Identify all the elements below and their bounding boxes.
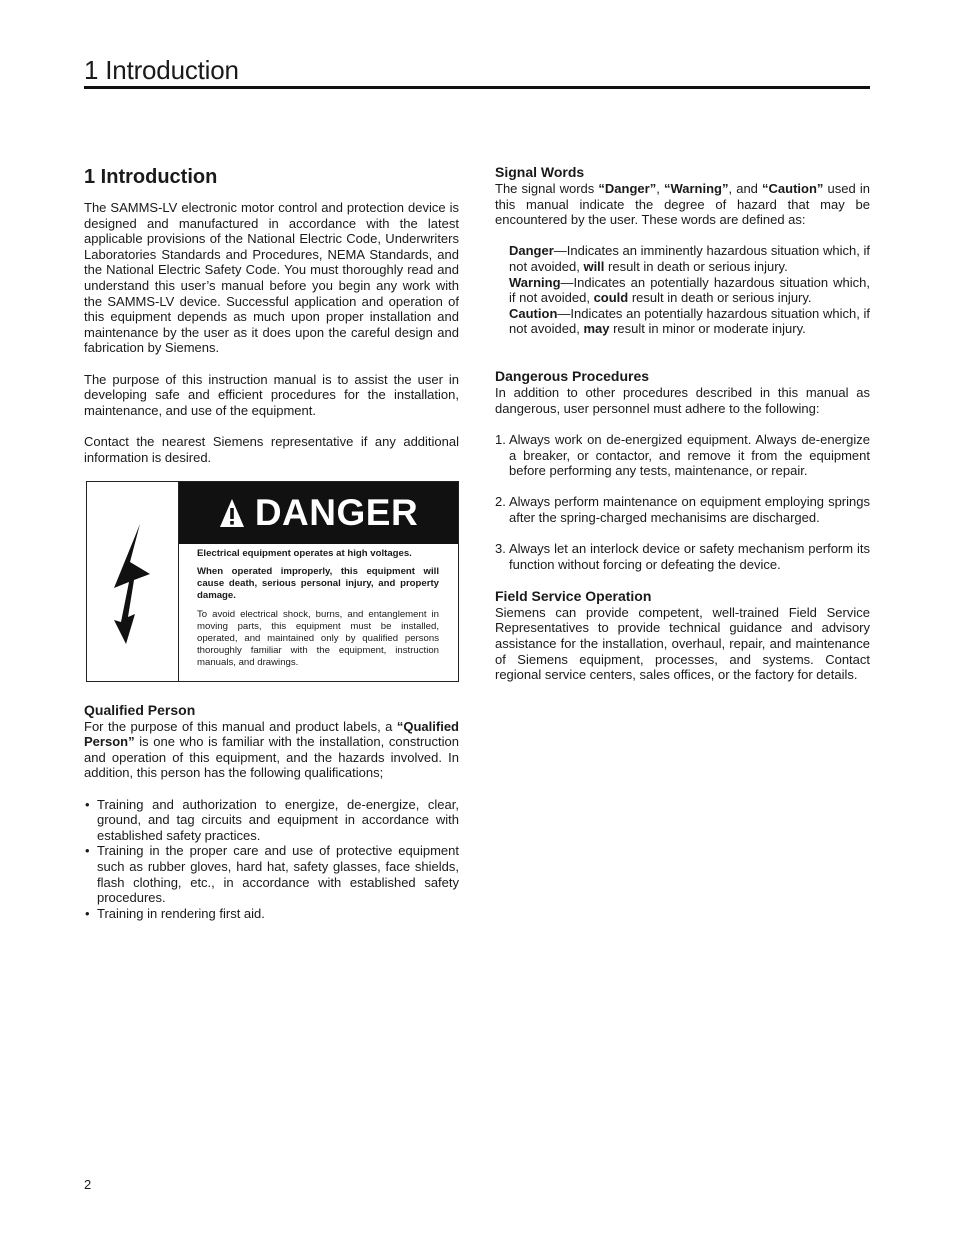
list-item: • Training in rendering first aid. (84, 906, 459, 922)
danger-header (179, 482, 458, 544)
intro-paragraph-3: Contact the nearest Siemens representative if any additional information is desired. (84, 433, 459, 465)
signal-word-definitions (495, 243, 870, 337)
danger-title: DANGER (254, 491, 419, 533)
qualified-person-heading: Qualified Person (84, 701, 196, 718)
danger-body (197, 548, 439, 676)
definition-warning: Warning—Indicates an potentially hazardous situation which, if not avoided, could result in death or serious injury. (509, 274, 870, 306)
page-number: 2 (84, 1177, 92, 1192)
field-service-text: Siemens can provide competent, well-trained Field Service Representatives to provide technical guidance and advisory assistance for the installation, overhaul, repair, and maintenance of Siemens equipment, processes, and systems. Contact regional service centers, sales offices, or the factory for details. (495, 604, 870, 683)
signal-words-heading: Signal Words (495, 164, 585, 180)
procedures-list (495, 432, 870, 572)
intro-paragraph-1: The SAMMS-LV electronic motor control and protection device is designed and manufactured in accordance with the latest applicable provisions of the National Electric Code, Underwriters Laboratories Standards and Procedures, NEMA Standards, and the National Electric Safety Code. You must thoroughly read and understand this user’s manual before you begin any work with the SAMMS-LV device. Successful application and operation of this equipment depends as much upon proper installation and maintenance by the user as it does upon the careful design and fabrication by Siemens. (84, 200, 459, 356)
field-service-heading: Field Service Operation (495, 587, 652, 604)
list-item: • Training and authorization to energize, de-energize, clear, ground, and tag circuits and equipment in accordance with established safety practices. (84, 797, 459, 844)
danger-line-2: When operated improperly, this equipment will cause death, serious personal injury, and property damage. (197, 565, 439, 602)
left-column (84, 164, 459, 921)
list-item: 3. Always let an interlock device or safety mechanism perform its function without forcing or defeating the device. (495, 541, 870, 572)
qualified-person-intro: For the purpose of this manual and product labels, a “Qualified Person” is one who is familiar with the installation, construction and operation of this equipment, and the hazards involved. In addition, this person has the following qualifications; (84, 718, 459, 781)
section-heading: 1 Introduction (84, 166, 218, 188)
right-column (495, 164, 870, 698)
dangerous-procedures-intro: In addition to other procedures described in this manual as dangerous, user personnel must adhere to the following: (495, 385, 870, 416)
intro-paragraph-2: The purpose of this instruction manual is to assist the user in developing safe and efficient procedures for the installation, maintenance, and use of the equipment. (84, 371, 459, 418)
danger-label (86, 481, 459, 682)
qualifications-list (84, 797, 459, 922)
warning-triangle-icon (219, 498, 245, 528)
definition-danger: Danger—Indicates an imminently hazardous situation which, if not avoided, will result in death or serious injury. (509, 243, 870, 274)
list-item: • Training in the proper care and use of protective equipment such as rubber gloves, hard hat, safety glasses, face shields, flash clothing, etc., in accordance with established safety procedures. (84, 843, 459, 905)
page-title: 1 Introduction (84, 55, 239, 85)
definition-caution: Caution—Indicates an potentially hazardous situation which, if not avoided, may result in minor or moderate injury. (509, 305, 870, 337)
lightning-bolt-icon (110, 522, 156, 646)
list-item: 1. Always work on de-energized equipment. Always de-energize a breaker, or contactor, and remove it from the equipment before performing any tests, maintenance, or repair. (495, 431, 870, 479)
list-item: 2. Always perform maintenance on equipment employing springs after the spring-charged mechanisims are discharged. (495, 494, 870, 525)
lightning-bolt-cell (87, 482, 179, 681)
danger-line-1: Electrical equipment operates at high voltages. (197, 547, 412, 559)
page-header (84, 54, 870, 89)
dangerous-procedures-heading: Dangerous Procedures (495, 368, 650, 385)
signal-words-intro: The signal words “Danger”, “Warning”, and “Caution” used in this manual indicate the degree of hazard that may be encountered by the user. These words are defined as: (495, 181, 870, 228)
danger-line-3: To avoid electrical shock, burns, and entanglement in moving parts, this equipment must be installed, operated, and maintained only by qualified persons thoroughly familiar with the equipment, instruction manuals, and drawings. (197, 608, 439, 669)
